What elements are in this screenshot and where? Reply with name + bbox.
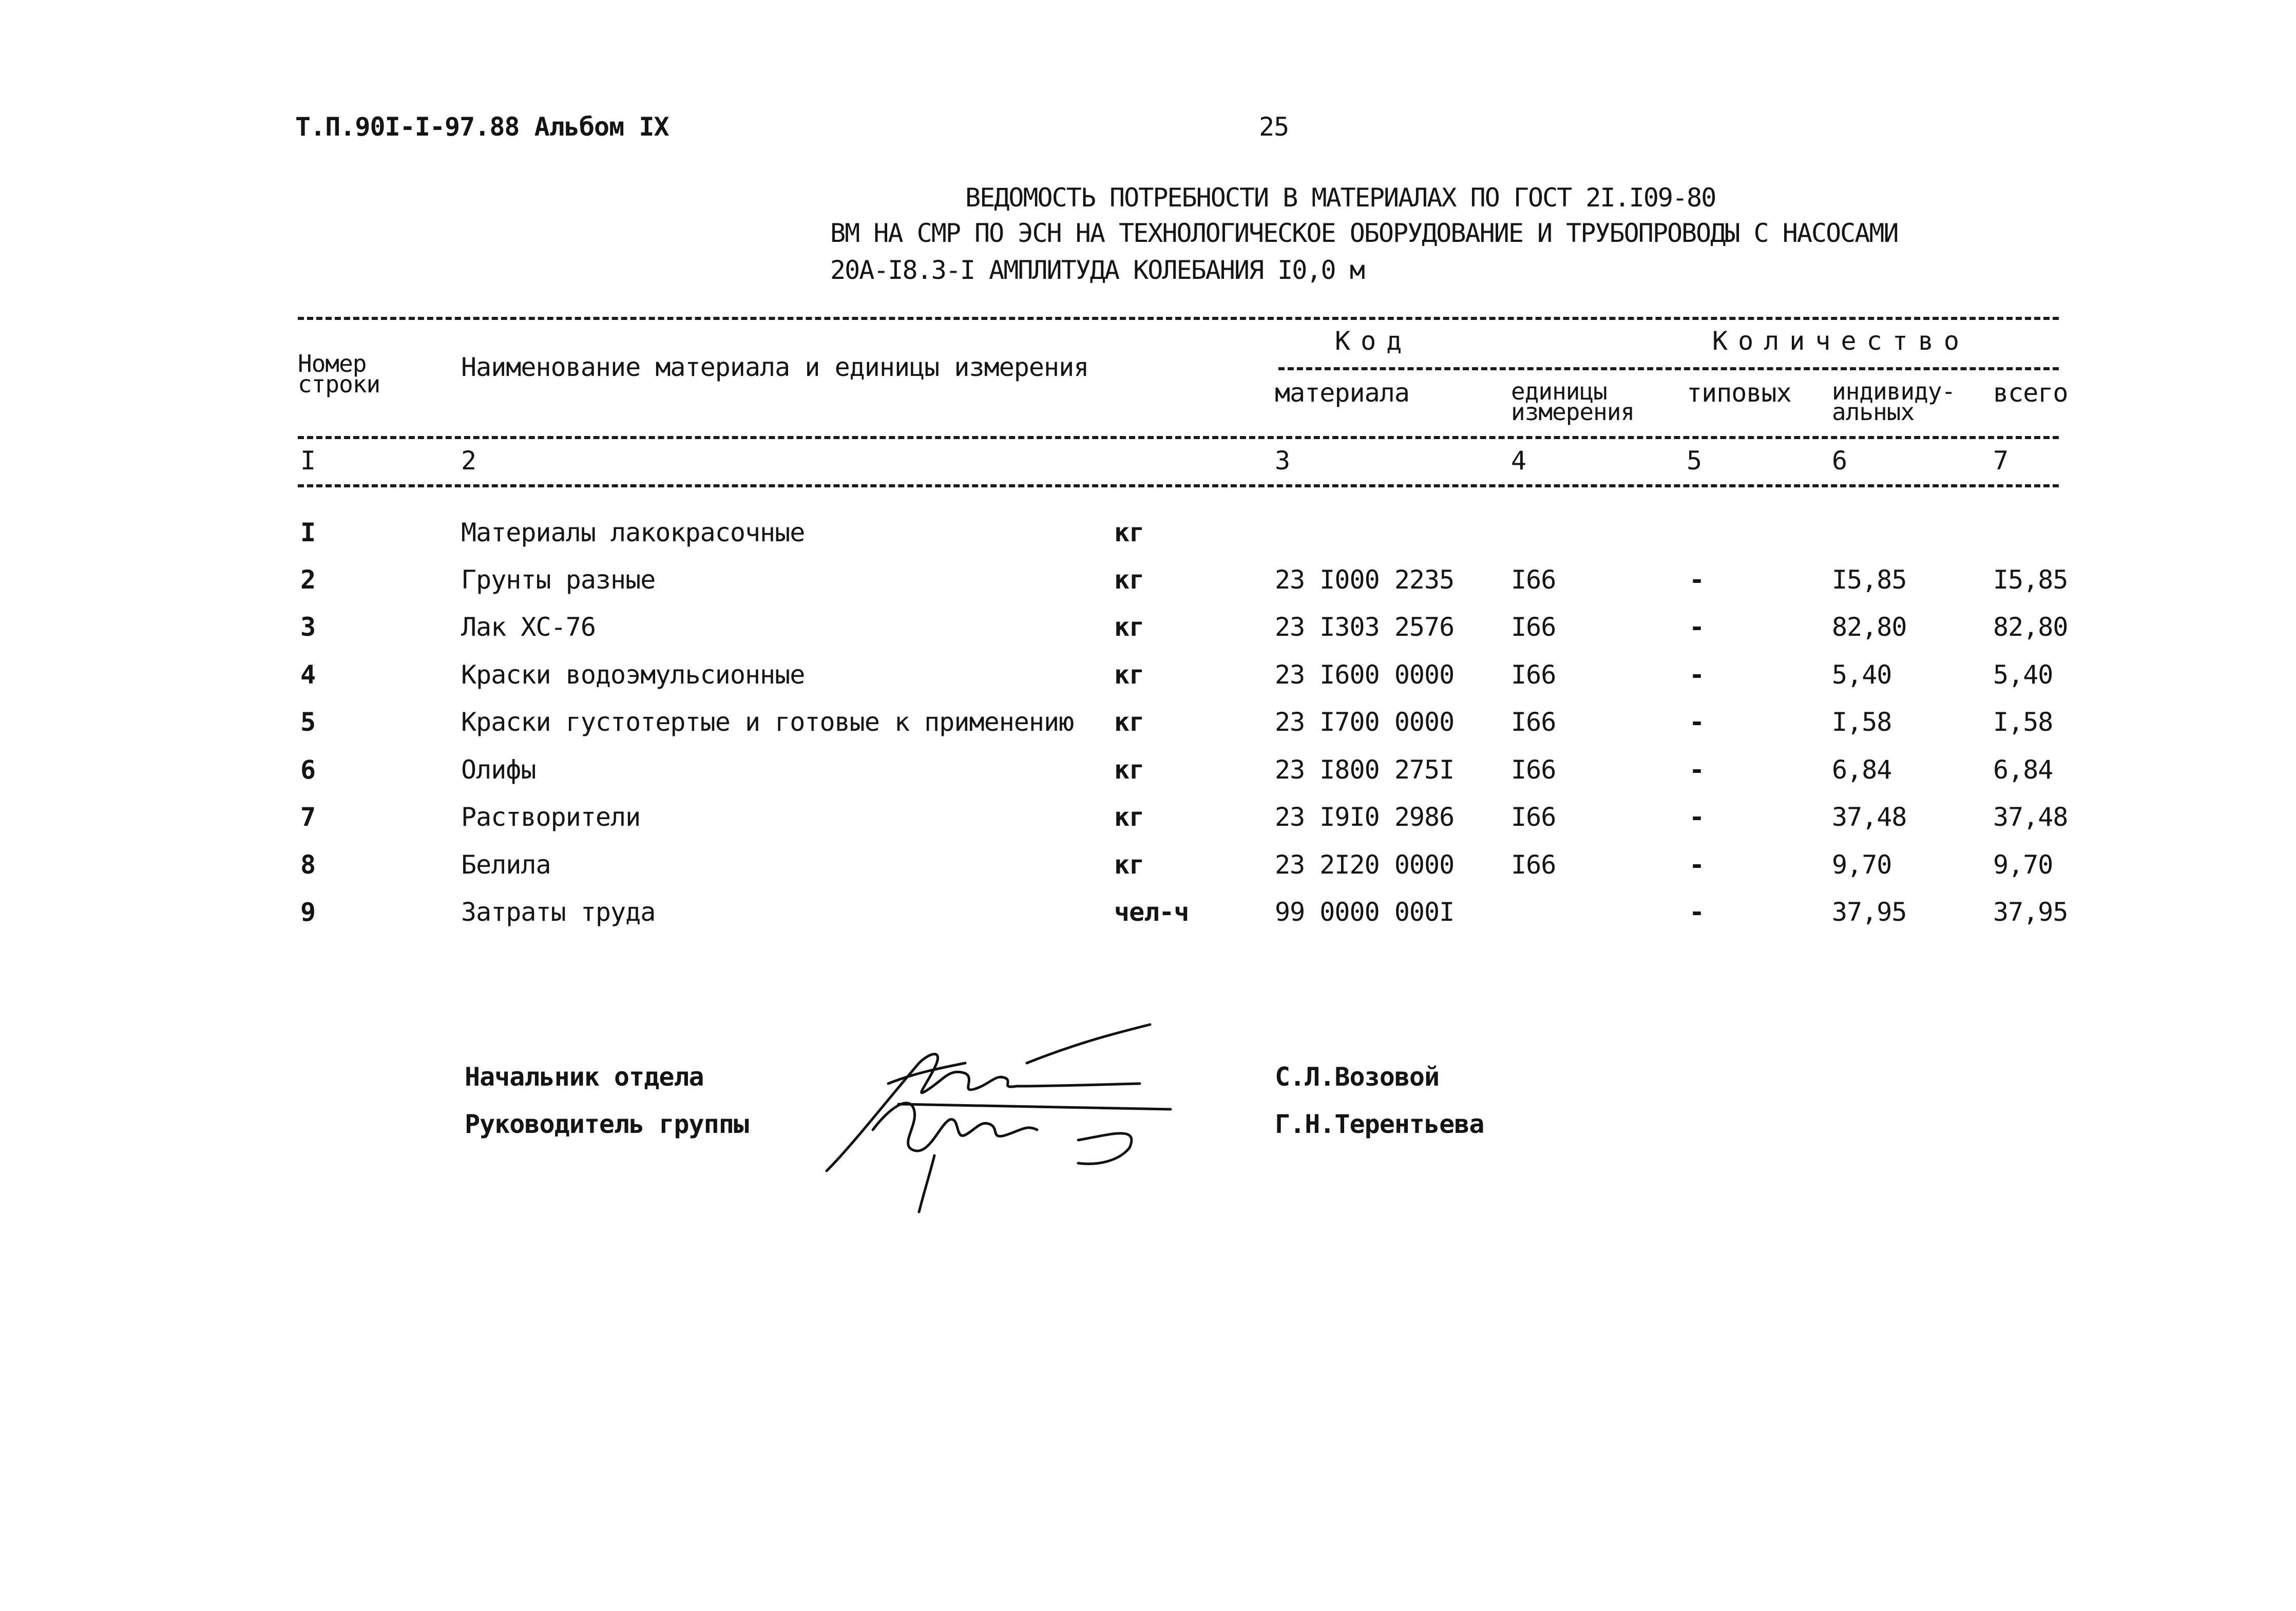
individual-qty: 37,48 bbox=[1832, 802, 1907, 832]
row-number: 5 bbox=[300, 707, 316, 737]
row-number: 3 bbox=[300, 612, 316, 642]
total-qty: 5,40 bbox=[1993, 660, 2053, 690]
material-code: 23 I800 275I bbox=[1275, 755, 1455, 785]
unit: кг bbox=[1114, 518, 1144, 547]
material-name: Материалы лакокрасочные bbox=[461, 518, 805, 547]
typical-qty: - bbox=[1689, 612, 1705, 642]
title-line-2: ВМ НА СМР ПО ЭСН НА ТЕХНОЛОГИЧЕСКОЕ ОБОРУДОВАНИЕ И ТРУБОПРОВОДЫ С НАСОСАМИ bbox=[830, 218, 1898, 248]
row-number: 6 bbox=[300, 755, 316, 785]
row-number: 7 bbox=[300, 802, 316, 832]
material-code: 23 I000 2235 bbox=[1275, 565, 1455, 595]
col-individual-header: индивиду- альных bbox=[1832, 377, 1956, 426]
total-qty: 37,95 bbox=[1993, 897, 2068, 927]
column-number: 6 bbox=[1832, 446, 1847, 476]
column-number: 4 bbox=[1511, 446, 1526, 476]
row-number: I bbox=[300, 518, 316, 547]
unit-code: I66 bbox=[1511, 612, 1556, 642]
material-name: Растворители bbox=[461, 802, 641, 832]
col-material-code-header: материала bbox=[1275, 378, 1409, 408]
unit-code: I66 bbox=[1511, 565, 1556, 595]
column-number: 7 bbox=[1993, 446, 2008, 476]
row-number: 9 bbox=[300, 897, 316, 927]
typical-qty: - bbox=[1689, 565, 1705, 595]
material-code: 23 I600 0000 bbox=[1275, 660, 1455, 690]
material-code: 23 I700 0000 bbox=[1275, 707, 1455, 737]
table-top-rule bbox=[298, 317, 2059, 320]
individual-qty: 37,95 bbox=[1832, 897, 1907, 927]
column-number: 3 bbox=[1275, 446, 1290, 476]
column-number: I bbox=[300, 446, 316, 476]
individual-qty: 9,70 bbox=[1832, 850, 1892, 880]
unit-code: I66 bbox=[1511, 755, 1556, 785]
document-id: Т.П.90I-I-97.88 Альбом IX bbox=[295, 112, 669, 142]
material-name: Грунты разные bbox=[461, 565, 656, 595]
column-numbers-rule bbox=[298, 484, 2059, 487]
col-name-header: Наименование материала и единицы измерения bbox=[461, 352, 1089, 382]
total-qty: 9,70 bbox=[1993, 850, 2053, 880]
total-qty: 82,80 bbox=[1993, 612, 2068, 642]
typical-qty: - bbox=[1689, 802, 1705, 832]
col-total-header: всего bbox=[1993, 378, 2068, 408]
unit-code: I66 bbox=[1511, 707, 1556, 737]
column-number: 5 bbox=[1687, 446, 1702, 476]
typical-qty: - bbox=[1689, 897, 1705, 927]
material-name: Краски водоэмульсионные bbox=[461, 660, 805, 690]
quantity-group-header: Количество bbox=[1712, 326, 1970, 356]
individual-qty: 5,40 bbox=[1832, 660, 1892, 690]
column-number: 2 bbox=[461, 446, 476, 476]
row-number: 2 bbox=[300, 565, 316, 595]
unit: кг bbox=[1114, 612, 1144, 642]
header-bottom-rule bbox=[298, 436, 2059, 439]
total-qty: I,58 bbox=[1993, 707, 2053, 737]
handwritten-signatures bbox=[811, 1022, 1201, 1217]
signatory-role-head: Начальник отдела bbox=[465, 1062, 704, 1092]
total-qty: 37,48 bbox=[1993, 802, 2068, 832]
unit: чел-ч bbox=[1114, 897, 1189, 927]
individual-qty: I,58 bbox=[1832, 707, 1892, 737]
typical-qty: - bbox=[1689, 660, 1705, 690]
individual-qty: 82,80 bbox=[1832, 612, 1907, 642]
title-line-1: ВЕДОМОСТЬ ПОТРЕБНОСТИ В МАТЕРИАЛАХ ПО ГОСТ 2I.I09-80 bbox=[965, 183, 1716, 213]
material-code: 23 I9I0 2986 bbox=[1275, 802, 1455, 832]
unit: кг bbox=[1114, 850, 1144, 880]
unit-code: I66 bbox=[1511, 802, 1556, 832]
material-name: Затраты труда bbox=[461, 897, 656, 927]
typical-qty: - bbox=[1689, 850, 1705, 880]
col-typical-header: типовых bbox=[1687, 378, 1791, 408]
row-number: 4 bbox=[300, 660, 316, 690]
unit: кг bbox=[1114, 660, 1144, 690]
code-group-rule bbox=[1278, 367, 2059, 370]
total-qty: 6,84 bbox=[1993, 755, 2053, 785]
row-number: 8 bbox=[300, 850, 316, 880]
individual-qty: I5,85 bbox=[1832, 565, 1907, 595]
unit: кг bbox=[1114, 707, 1144, 737]
individual-qty: 6,84 bbox=[1832, 755, 1892, 785]
code-group-header: Код bbox=[1335, 326, 1412, 356]
signatory-name-head: С.Л.Возовой bbox=[1275, 1062, 1440, 1092]
signatory-name-group-lead: Г.Н.Терентьева bbox=[1275, 1109, 1484, 1139]
material-name: Лак ХС-76 bbox=[461, 612, 596, 642]
unit: кг bbox=[1114, 755, 1144, 785]
title-line-3: 20А-I8.3-I АМПЛИТУДА КОЛЕБАНИЯ I0,0 м bbox=[830, 255, 1364, 285]
col-row-number-header: Номер строки bbox=[298, 350, 380, 398]
material-name: Олифы bbox=[461, 755, 536, 785]
material-code: 23 2I20 0000 bbox=[1275, 850, 1455, 880]
signatory-role-group-lead: Руководитель группы bbox=[465, 1109, 749, 1139]
unit: кг bbox=[1114, 565, 1144, 595]
total-qty: I5,85 bbox=[1993, 565, 2068, 595]
typical-qty: - bbox=[1689, 707, 1705, 737]
page-number: 25 bbox=[1259, 112, 1289, 142]
material-name: Белила bbox=[461, 850, 551, 880]
material-code: 99 0000 000I bbox=[1275, 897, 1455, 927]
material-code: 23 I303 2576 bbox=[1275, 612, 1455, 642]
unit: кг bbox=[1114, 802, 1144, 832]
typical-qty: - bbox=[1689, 755, 1705, 785]
material-name: Краски густотертые и готовые к применению bbox=[461, 707, 1074, 737]
unit-code: I66 bbox=[1511, 660, 1556, 690]
col-unit-code-header: единицы измерения bbox=[1511, 377, 1635, 426]
unit-code: I66 bbox=[1511, 850, 1556, 880]
